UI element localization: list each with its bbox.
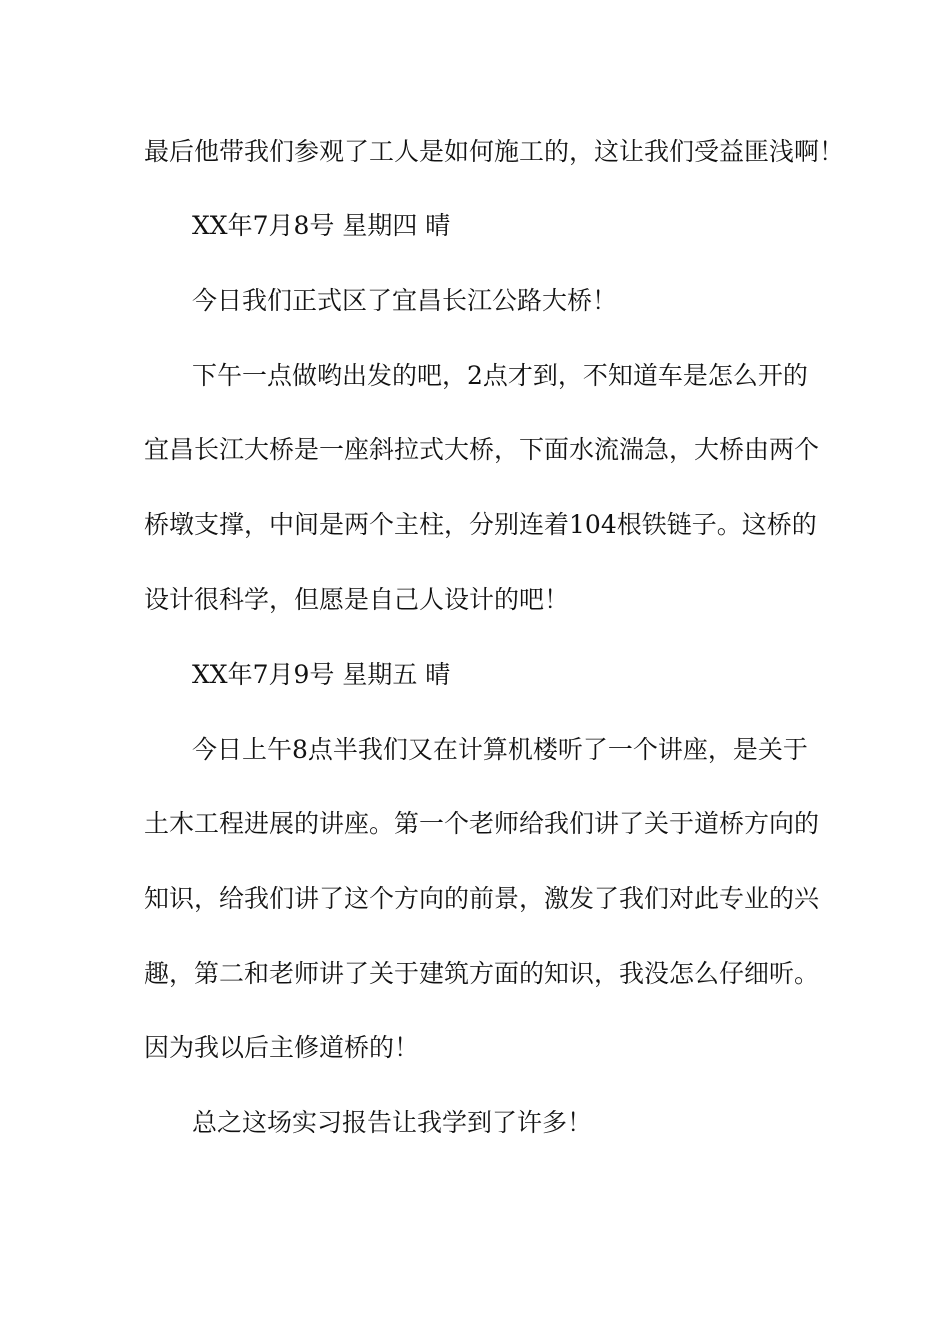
text-line: 宜昌长江大桥是一座斜拉式大桥，下面水流湍急，大桥由两个	[144, 435, 820, 464]
text-line: 下午一点做哟出发的吧，2点才到，不知道车是怎么开的	[192, 361, 808, 390]
diary-date-heading: XX年7月9号 星期五 晴	[192, 660, 451, 689]
text-line: 趣，第二和老师讲了关于建筑方面的知识，我没怎么仔细听。	[144, 959, 820, 988]
text-line: 桥墩支撑，中间是两个主柱，分别连着104根铁链子。这桥的	[144, 510, 817, 539]
text-line: 因为我以后主修道桥的！	[144, 1033, 420, 1062]
diary-date-heading: XX年7月8号 星期四 晴	[192, 211, 451, 240]
text-line: 总之这场实习报告让我学到了许多！	[192, 1108, 593, 1137]
text-line: 今日我们正式区了宜昌长江公路大桥！	[192, 286, 618, 315]
text-line: 土木工程进展的讲座。第一个老师给我们讲了关于道桥方向的	[144, 809, 820, 838]
text-line: 知识，给我们讲了这个方向的前景，激发了我们对此专业的兴	[144, 884, 820, 913]
text-line: 今日上午8点半我们又在计算机楼听了一个讲座，是关于	[192, 735, 808, 764]
text-line: 最后他带我们参观了工人是如何施工的，这让我们受益匪浅啊！	[144, 137, 845, 166]
text-line: 设计很科学，但愿是自己人设计的吧！	[144, 585, 570, 614]
